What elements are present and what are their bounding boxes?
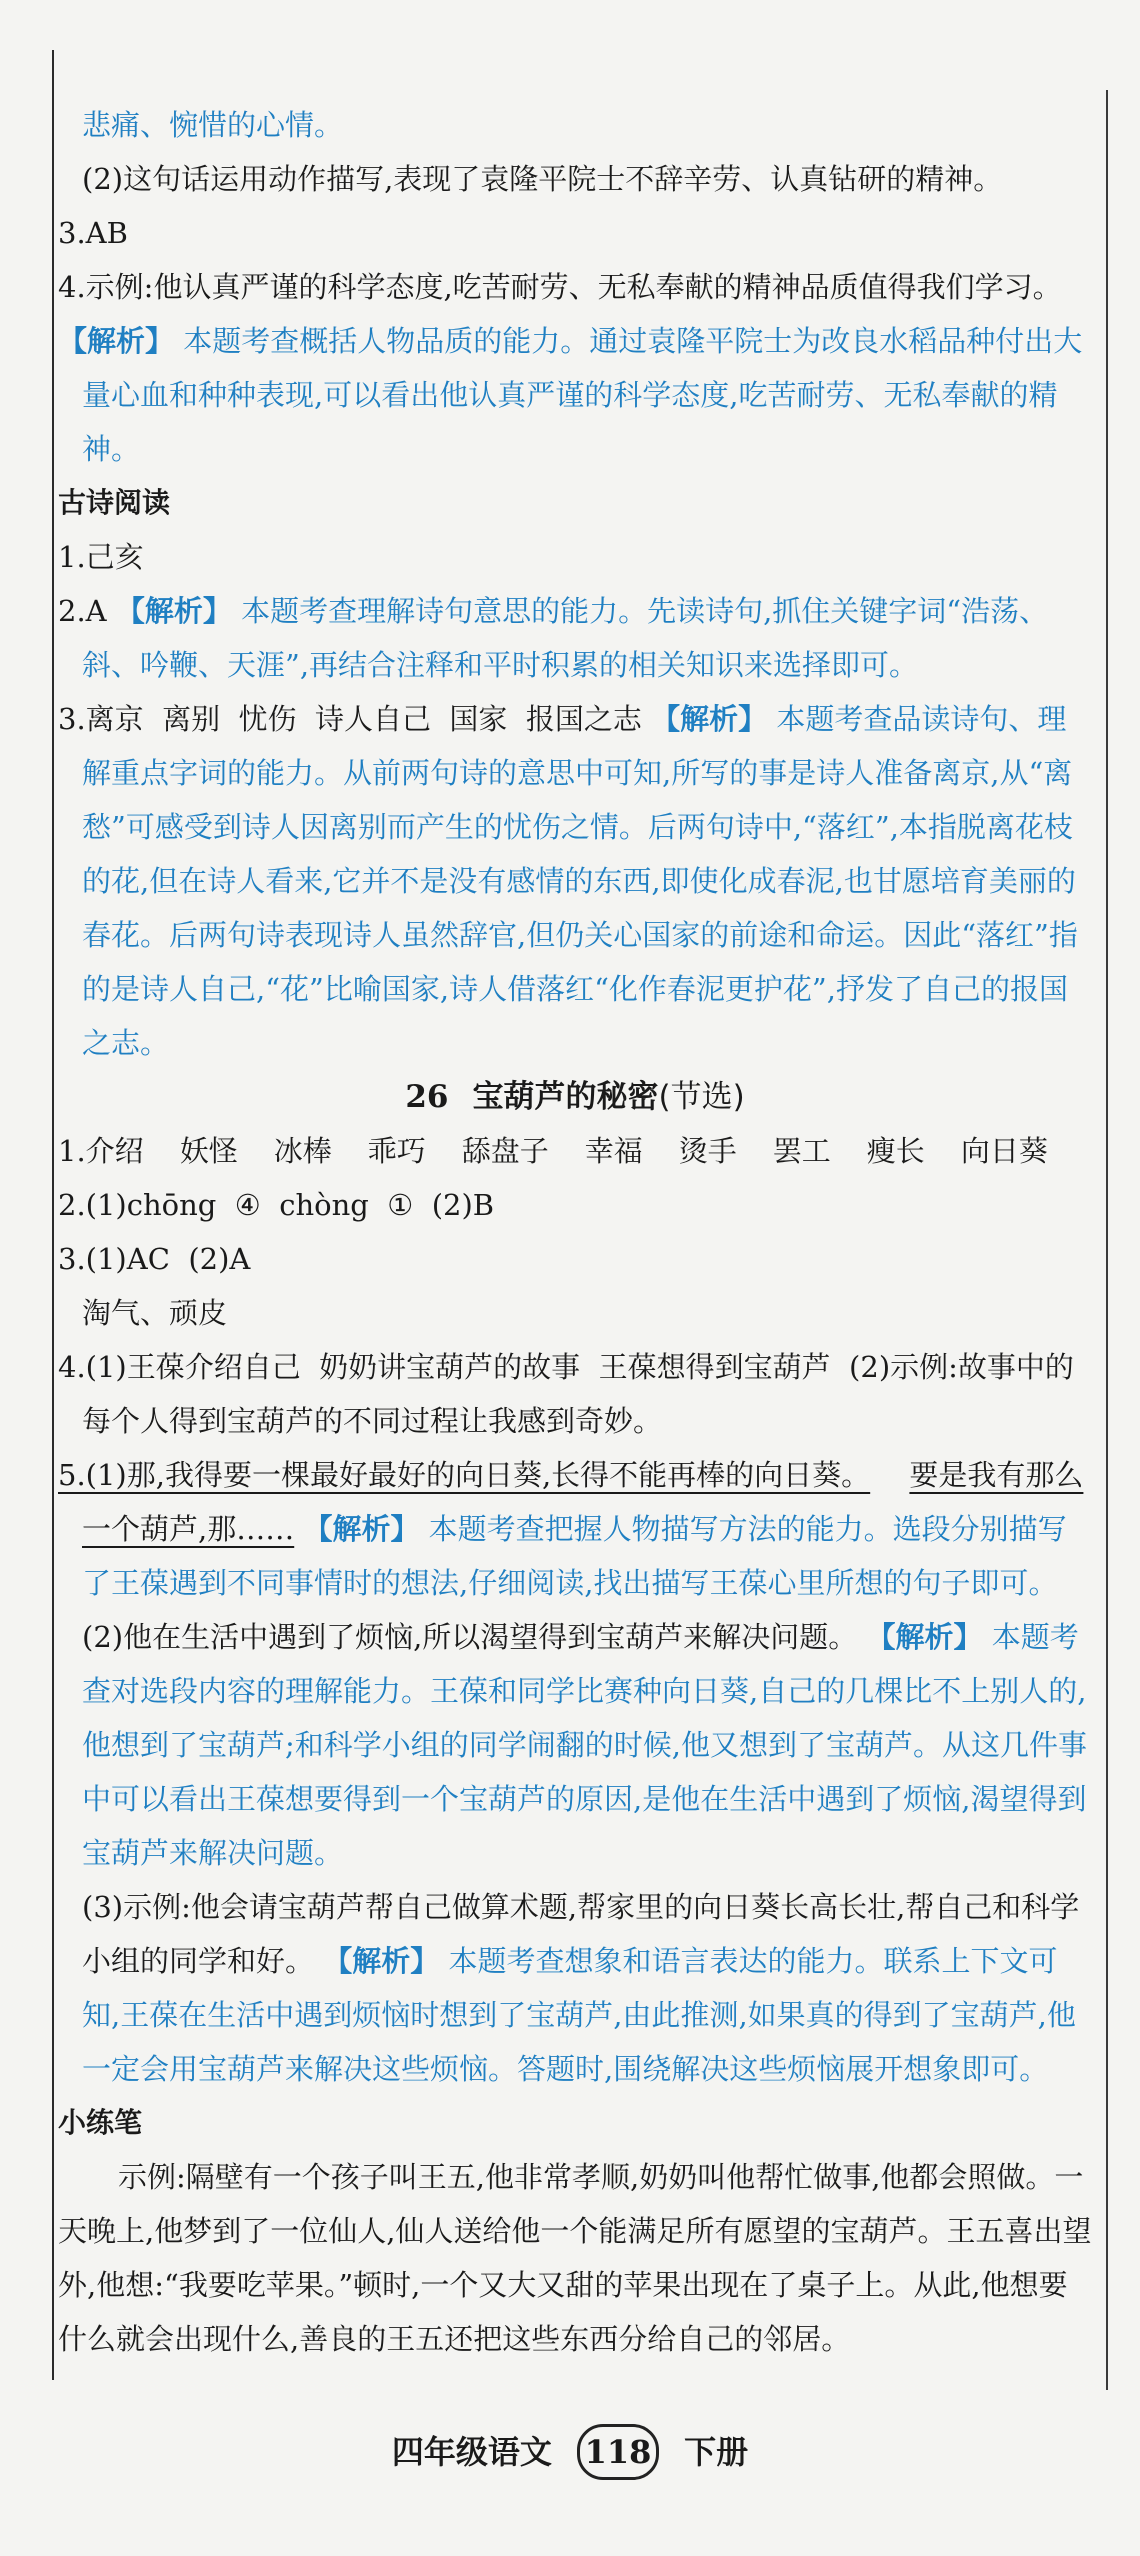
word: 介绍 [85, 1134, 144, 1168]
answer-text: (3)示例:他会请宝葫芦帮自己做算术题,帮家里的向日葵长高长壮,帮自己和科学小组的同学和好。 [82, 1890, 1080, 1978]
word: 幸福 [584, 1134, 643, 1168]
answer-line: 1.己亥 [58, 540, 144, 574]
analysis-text: 本题考查品读诗句、理解重点字词的能力。从前两句诗的意思中可知,所写的事是诗人准备离京,从“离愁”可感受到诗人因离别而产生的忧伤之情。后两句诗中,“落红”,本指脱离花枝的花,但在诗人看来,它并不是没有感情的东西,即使化成春泥,也甘愿培育美丽的春花。后两句诗表现诗人虽然辞官,但仍关心国家的前途和命运。因此“落红”指的是诗人自己,“花”比喻国家,诗人借落红“化作春泥更护花”,抒发了自己的报国之志。 [82, 702, 1078, 1060]
page-footer [0, 2424, 1140, 2480]
analysis-tag: 【解析】 [323, 1944, 440, 1978]
analysis-text: 本题考查概括人物品质的能力。通过袁隆平院士为改良水稻品种付出大量心血和种种表现,可以看出他认真严谨的科学态度,吃苦耐劳、无私奉献的精神。 [82, 324, 1083, 466]
analysis-tag: 【解析】 [115, 594, 232, 628]
word: 妖怪 [179, 1134, 238, 1168]
answer-line: 3.AB [58, 216, 128, 250]
answer-choice: 2.A [58, 594, 107, 628]
word-list [58, 1124, 1092, 1178]
lesson-name: 宝葫芦的秘密 [472, 1079, 659, 1115]
lesson-title [58, 1070, 1092, 1124]
analysis-text: 本题考查把握人物描写方法的能力。选段分别描写了王葆遇到不同事情时的想法,仔细阅读,找出描写王葆心里所想的句子即可。 [82, 1512, 1067, 1600]
answer-line [58, 692, 1092, 1070]
word: 乖巧 [367, 1134, 426, 1168]
underlined-answer: 5.(1)那,我得要一棵最好最好的向日葵,长得不能再棒的向日葵。 [58, 1458, 871, 1492]
word: 舔盘子 [461, 1134, 549, 1168]
analysis-text: 本题考查对选段内容的理解能力。王葆和同学比赛种向日葵,自己的几棵比不上别人的,他想到了宝葫芦;和科学小组的同学闹翻的时候,他又想到了宝葫芦。从这几件事中可以看出王葆想要得到一个宝葫芦的原因,是他在生活中遇到了烦恼,渴望得到宝葫芦来解决问题。 [82, 1620, 1087, 1870]
analysis-text: 本题考查理解诗句意思的能力。先读诗句,抓住关键字词“浩荡、斜、吟鞭、天涯”,再结合注释和平时积累的相关知识来选择即可。 [82, 594, 1049, 682]
word: 罢工 [772, 1134, 831, 1168]
answer-text: (2)他在生活中遇到了烦恼,所以渴望得到宝葫芦来解决问题。 [82, 1620, 858, 1654]
answer-line [58, 1610, 1092, 1880]
word: 瘦长 [866, 1134, 925, 1168]
word-list-label: 1. [58, 1134, 86, 1168]
answer-line: 3.(1)AC (2)A [58, 1242, 251, 1276]
analysis-block [58, 314, 1092, 476]
word: 向日葵 [960, 1134, 1048, 1168]
footer-volume: 下册 [684, 2433, 749, 2471]
answer-content [58, 98, 1092, 2366]
lesson-number: 26 [405, 1079, 449, 1115]
answer-line: 4.(1)王葆介绍自己 奶奶讲宝葫芦的故事 王葆想得到宝葫芦 (2)示例:故事中的每个人得到宝葫芦的不同过程让我感到奇妙。 [58, 1350, 1074, 1438]
essay-paragraph: 示例:隔壁有一个孩子叫王五,他非常孝顺,奶奶叫他帮忙做事,他都会照做。一天晚上,他梦到了一位仙人,仙人送给他一个能满足所有愿望的宝葫芦。王五喜出望外,他想:“我要吃苹果。”顿时,一个又大又甜的苹果出现在了桌子上。从此,他想要什么就会出现什么,善良的王五还把这些东西分给自己的邻居。 [58, 2160, 1092, 2356]
analysis-text: 本题考查想象和语言表达的能力。联系上下文可知,王葆在生活中遇到烦恼时想到了宝葫芦,由此推测,如果真的得到了宝葫芦,他一定会用宝葫芦来解决这些烦恼。答题时,围绕解决这些烦恼展开想象即可。 [82, 1944, 1076, 2086]
analysis-tag: 【解析】 [866, 1620, 983, 1654]
lesson-subtitle: (节选) [658, 1079, 745, 1115]
section-heading: 古诗阅读 [58, 486, 171, 519]
right-margin-rule [1106, 90, 1108, 2390]
analysis-tag: 【解析】 [651, 702, 768, 736]
answer-line [58, 1448, 1092, 1610]
answer-text: 3.离京 离别 忧伤 诗人自己 国家 报国之志 [58, 702, 642, 736]
footer-subject: 四年级语文 [391, 2433, 552, 2471]
analysis-tag: 【解析】 [58, 324, 175, 358]
answer-line: 淘气、顽皮 [82, 1296, 228, 1330]
answer-line: 悲痛、惋惜的心情。 [82, 108, 344, 142]
word: 烫手 [678, 1134, 737, 1168]
answer-line: (2)这句话运用动作描写,表现了袁隆平院士不辞辛劳、认真钻研的精神。 [82, 162, 1003, 196]
analysis-tag: 【解析】 [303, 1512, 420, 1546]
answer-line: 4.示例:他认真严谨的科学态度,吃苦耐劳、无私奉献的精神品质值得我们学习。 [58, 270, 1062, 304]
underlined-answer: 要是我有那么一个葫芦,那…… [82, 1458, 1084, 1546]
left-margin-rule [52, 50, 54, 2380]
answer-line: 2.(1)chōng ④ chòng ① (2)B [58, 1188, 495, 1222]
page-number: 118 [577, 2424, 659, 2480]
answer-line [58, 1880, 1092, 2096]
word: 冰棒 [273, 1134, 332, 1168]
section-heading: 小练笔 [58, 2106, 143, 2139]
answer-line [58, 584, 1092, 692]
